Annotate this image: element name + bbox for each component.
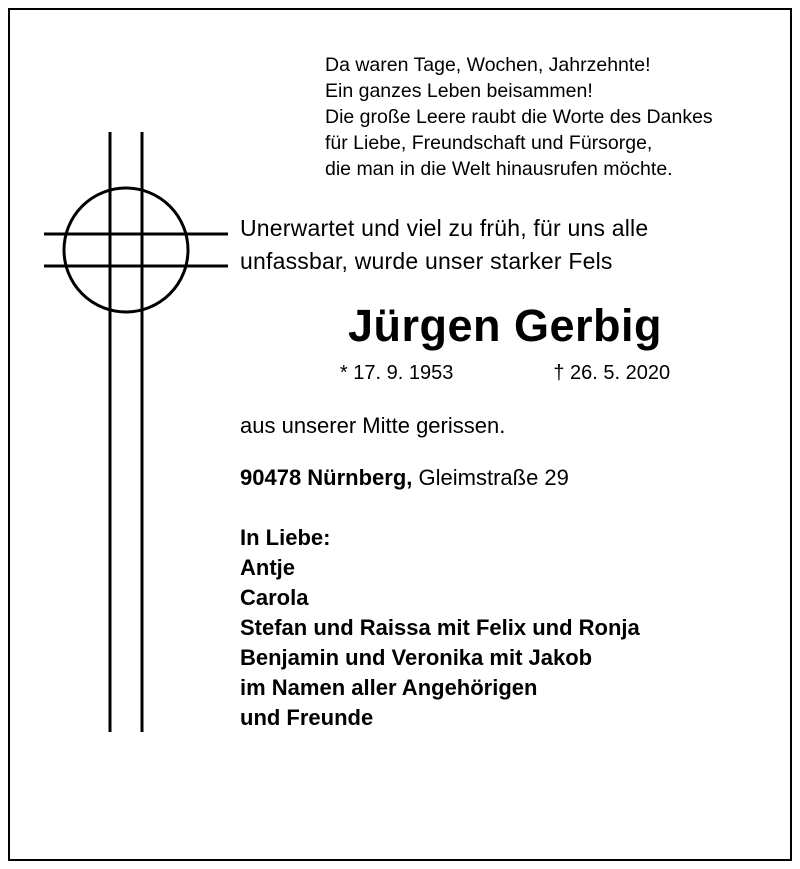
mourner-line: Carola (240, 585, 309, 610)
mourner-line: Antje (240, 555, 295, 580)
mourner-line: im Namen aller Angehörigen (240, 675, 538, 700)
birth-date: * 17. 9. 1953 (339, 362, 454, 384)
cross-with-circle-icon (30, 110, 240, 770)
poem-line: Da waren Tage, Wochen, Jahrzehnte! (325, 54, 651, 76)
life-dates (240, 362, 770, 385)
poem-line: für Liebe, Freundschaft und Fürsorge, (325, 132, 653, 154)
mourners-block (240, 523, 770, 733)
intro-block (240, 212, 770, 278)
intro-line: Unerwartet und viel zu früh, für uns alle (240, 215, 649, 241)
poem-line: Ein ganzes Leben beisammen! (325, 80, 593, 102)
address-line (240, 465, 770, 491)
deceased-name: Jürgen Gerbig (347, 300, 663, 351)
poem-block (240, 52, 770, 182)
mourners-heading: In Liebe: (240, 525, 331, 550)
mourner-line: und Freunde (240, 705, 374, 730)
mourner-line: Benjamin und Veronika mit Jakob (240, 645, 593, 670)
poem-line: die man in die Welt hinausrufen möchte. (325, 158, 673, 180)
address-city: 90478 Nürnberg, (240, 465, 413, 490)
intro-line: unfassbar, wurde unser starker Fels (240, 248, 613, 274)
address-street: Gleimstraße 29 (412, 465, 569, 490)
mourner-line: Stefan und Raissa mit Felix und Ronja (240, 615, 640, 640)
after-text: aus unserer Mitte gerissen. (240, 413, 506, 438)
poem-line: Die große Leere raubt die Worte des Dankes (325, 106, 713, 128)
death-date: † 26. 5. 2020 (553, 362, 671, 384)
obituary-content (240, 52, 770, 733)
cross-symbol (30, 110, 240, 770)
